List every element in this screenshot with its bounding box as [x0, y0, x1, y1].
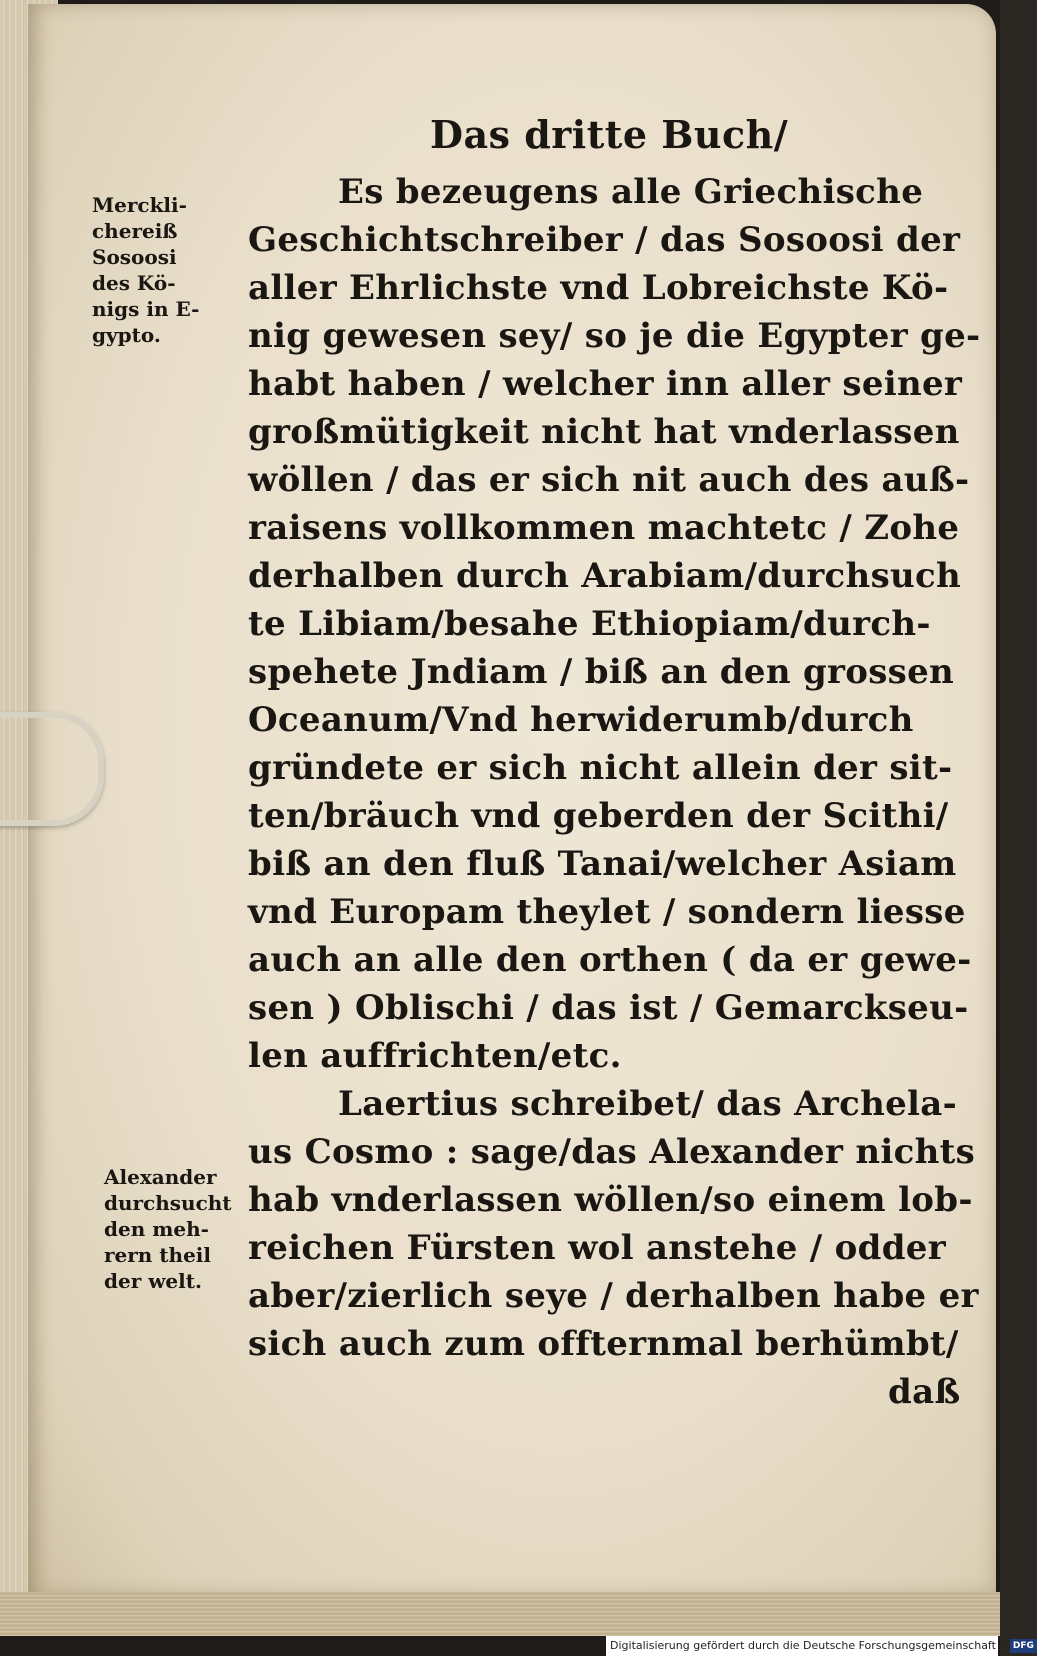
- paper-clip: [0, 712, 104, 826]
- book-bottom-edges: [0, 1592, 1000, 1636]
- text-line: wöllen / das er sich nit auch des auß-: [248, 460, 970, 500]
- text-line: auch an alle den orthen ( da er gewe-: [248, 940, 972, 980]
- marginal-line: nigs in E-: [92, 297, 200, 321]
- text-line: sich auch zum offternmal berhümbt/: [248, 1324, 959, 1364]
- marginal-line: Alexander: [104, 1165, 217, 1189]
- text-line: Es bezeugens alle Griechische: [338, 172, 924, 212]
- text-line: raisens vollkommen machtetc / Zohe: [248, 508, 960, 548]
- marginal-line: Sosoosi: [92, 245, 177, 269]
- running-head: Das dritte Buch/: [430, 112, 789, 157]
- text-line: vnd Europam theylet / sondern liesse: [248, 892, 966, 932]
- body-text: [248, 168, 981, 1416]
- text-line: aller Ehrlichste vnd Lobreichste Kö-: [248, 268, 949, 308]
- marginal-line: den meh-: [104, 1217, 209, 1241]
- marginal-note: [92, 192, 199, 348]
- text-line: us Cosmo : sage/das Alexander nichts: [248, 1132, 976, 1172]
- footer-text: Digitalisierung gefördert durch die Deutsche Forschungsgemeinschaft -: [610, 1639, 1004, 1652]
- text-line: te Libiam/besahe Ethiopiam/durch-: [248, 604, 931, 644]
- text-line: derhalben durch Arabiam/durchsuch: [248, 556, 962, 596]
- text-line: len auffrichten/etc.: [248, 1036, 622, 1076]
- text-line: Geschichtschreiber / das Sosoosi der: [248, 220, 961, 260]
- marginal-note: [104, 1164, 232, 1294]
- text-line: nig gewesen sey/ so je die Egypter ge-: [248, 316, 981, 356]
- marginal-line: rern theil: [104, 1243, 212, 1267]
- text-line: reichen Fürsten wol anstehe / odder: [248, 1228, 946, 1268]
- text-line: Laertius schreibet/ das Archela-: [338, 1084, 957, 1124]
- text-line: spehete Jndiam / biß an den grossen: [248, 652, 955, 692]
- marginal-line: gypto.: [92, 323, 161, 347]
- dfg-logo: DFG: [1010, 1639, 1037, 1653]
- marginal-line: Merckli-: [92, 193, 187, 217]
- text-line: habt haben / welcher inn aller seiner: [248, 364, 963, 404]
- text-line: ten/bräuch vnd geberden der Scithi/: [248, 796, 949, 836]
- text-line: großmütigkeit nicht hat vnderlassen: [248, 412, 960, 452]
- text-line: biß an den fluß Tanai/welcher Asiam: [248, 844, 957, 884]
- text-line: sen ) Oblischi / das ist / Gemarckseu-: [248, 988, 969, 1028]
- text-line: aber/zierlich seye / derhalben habe er: [248, 1276, 979, 1316]
- catchword: daß: [888, 1372, 961, 1412]
- digitization-footer: [606, 1636, 1034, 1656]
- marginal-line: durchsucht: [104, 1191, 232, 1215]
- text-line: Oceanum/Vnd herwiderumb/durch: [248, 700, 914, 740]
- marginal-line: chereiß: [92, 219, 178, 243]
- marginal-line: der welt.: [104, 1269, 202, 1293]
- text-line: hab vnderlassen wöllen/so einem lob-: [248, 1180, 973, 1220]
- text-line: gründete er sich nicht allein der sit-: [248, 748, 953, 788]
- marginal-line: des Kö-: [92, 271, 176, 295]
